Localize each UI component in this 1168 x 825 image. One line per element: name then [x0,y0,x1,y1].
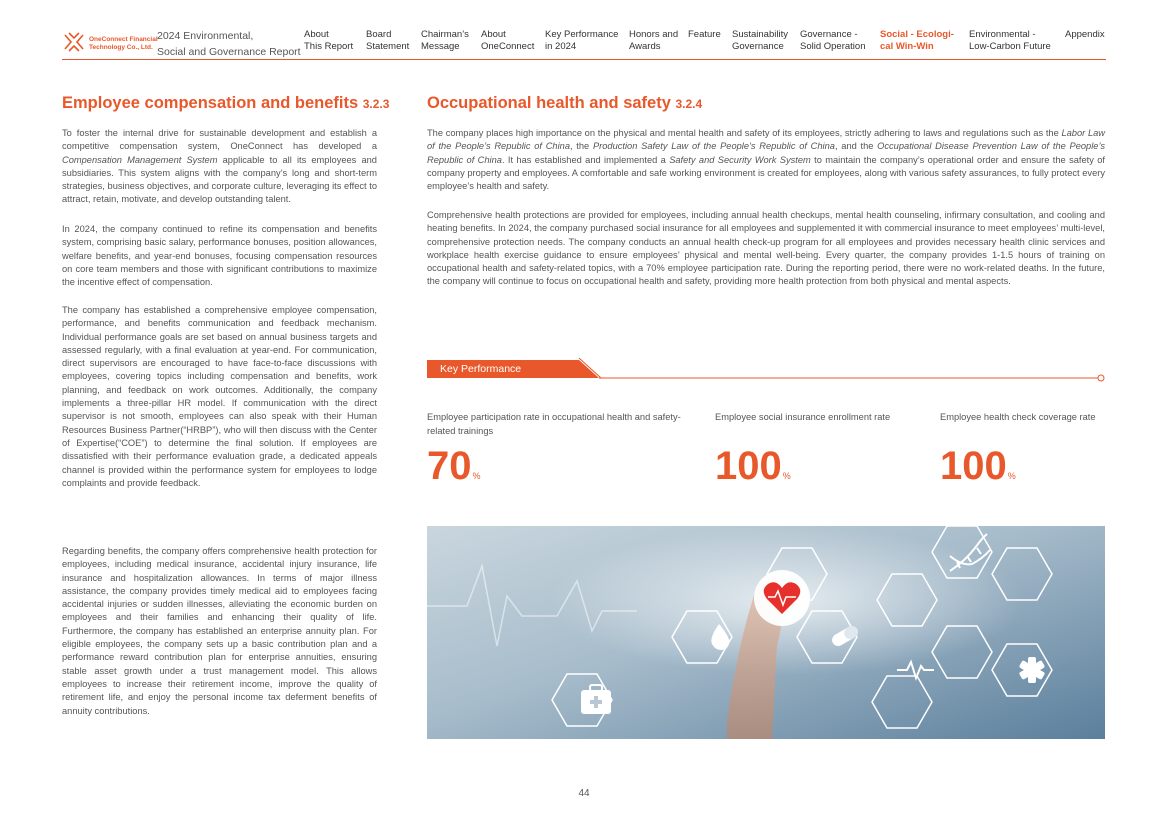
nav-appendix[interactable] [1065,29,1105,41]
nav-line1: Chairman’s [421,29,469,40]
nav-line2: Message [421,41,460,52]
logo-text-line2: Technology Co., Ltd. [89,44,153,51]
text-span: applicable to all its employees and subsidiaries. This system aligns with the company’s long and short-term strategies, business objectives, and corporate culture, leveraging its effect to attract, retain, motivate, and develop outstanding talent. [62,154,377,205]
nav-environmental[interactable] [969,29,1051,53]
law-title: Production Safety Law of the People’s Republic of China [592,141,835,152]
page-number: 44 [578,788,590,799]
nav-line1: About [304,29,329,40]
nav-line2: Low-Carbon Future [969,41,1051,52]
nav-line2: Governance [732,41,784,52]
health-safety-section-number: 3.2.4 [675,97,703,111]
text-span: . It has established and implemented a [501,154,670,165]
nav-line1: Appendix [1065,29,1105,40]
nav-governance[interactable] [800,29,865,53]
health-safety-heading-text: Occupational health and safety [427,94,671,112]
nav-key-performance[interactable] [545,29,618,53]
nav-line1: Social - Ecologi- [880,29,954,40]
nav-line1: Board [366,29,392,40]
law-title: Labor Law of the People’s Republic of China [427,128,1106,152]
compensation-paragraph-2: In 2024, the company continued to refine its compensation and benefits system, comprising basic salary, performance bonuses, position allowances, welfare benefits, and year-end bonuses, focusing compensation resources on core team members and those with significant contributions to maximize the incentive effect of compensation. [62,224,377,288]
nav-honors-awards[interactable] [629,29,678,53]
logo-text-line1: OneConnect Financial [89,36,158,43]
text-span: , and the [834,141,878,152]
text-span: to maintain the company’s operational order and ensure the safety of company property and employees. A comfortable and safe working environment is created for employees, along with various safety assurances, to fully protect every employee’s health and safety. [427,154,1105,192]
compensation-heading-text: Employee compensation and benefits [62,94,359,112]
metric-social-insurance-value [715,446,791,496]
nav-line1: Sustainability [732,29,788,40]
key-performance-bar [427,358,1107,382]
nav-board-statement[interactable] [366,29,409,53]
logo-mark-icon [62,31,86,53]
heart-icon [754,570,810,626]
nav-line2: Statement [366,41,410,52]
compensation-heading [62,94,389,113]
nav-line1: Governance - [800,29,858,40]
metric-social-insurance-label: Employee social insurance enrollment rate [715,412,891,422]
metric-number: 100 [715,444,782,488]
text-span: , the [570,141,593,152]
compensation-paragraph-4: Regarding benefits, the company offers comprehensive health protection for employees, including medical insurance, accidental injury insurance, life insurance and hospitalization allowances. In terms of major illness assistance, the company provides timely medical aid to employees facing accidental injuries or sudden illnesses, alleviating the economic burden on employees and their families and enhancing their quality of life. Furthermore, the company has established an enterprise annuity plan. For eligible employees, the company sets up a basic contribution plan and a performance reward contribution plan for enterprise annuities, ensuring stable asset growth under a trust management model. This allows employees to increase their retirement income, improve the quality of retirement life, and enjoy the personal income tax deferment benefits of annuity contributions. [62,546,377,716]
compensation-paragraph-3: The company has established a comprehensive employee compensation, performance, and benefits communication and feedback mechanism. Individual performance goals are set based on annual business targets and assessed regularly, with a final evaluation at year-end. For communication, direct supervisors are encouraged to have face-to-face discussions with employees, covering topics including compensation and benefits, work planning, and feedback on work outcomes. Additionally, the company implements a three-pillar HR model. If communication with the direct supervisor is not smooth, employees can also speak with their Human Resources Business Partner(“HRBP”), who will then discuss with the Center of Expertise(“COE”) to determine the final solution. If employees are dissatisfied with their performance evaluation grade, a dedicated appeals channel is provided within the performance system for employees to lodge complaints and provide feedback. [62,305,377,488]
logo-text [89,36,158,52]
document-title: Safety and Security Work System [669,154,811,165]
metric-health-check-value [940,446,1016,496]
metric-unit: % [472,471,481,481]
page-header [62,26,1106,60]
metric-training-participation-value [427,446,481,496]
law-title: Occupational Disease Prevention Law of the People’s Republic of China [427,141,1105,165]
nav-line2: This Report [304,41,354,52]
health-safety-heading [427,94,702,113]
nav-line1: Environmental - [969,29,1036,40]
nav-line1: Feature [688,29,721,40]
health-safety-paragraph-1 [427,127,1105,193]
health-safety-paragraph-2: Comprehensive health protections are provided for employees, including annual health checkups, mental health counseling, infirmary consultation, and cooling and heating benefits. In 2024, the company purchased social insurance for all employees and supplemented it with commercial insurance to meet employees’ multi-level, comprehensive protection needs. The company conducts an annual health check-up program for all employees and provides necessary health clinic services and workplace health exercise guidance to ensure employees’ physical and mental well-being. Every quarter, the company provides 1-1.5 hours of training on occupational health and safety-related topics, with a 70% employee participation rate. During the reporting period, there were no work-related deaths. In the future, the company will continue to focus on occupational health and safety, providing more health protection from both physical and mental aspects. [427,210,1105,287]
report-title [157,28,301,60]
nav-line2: Awards [629,41,661,52]
nav-chairmans-message[interactable] [421,29,469,53]
compensation-section-number: 3.2.3 [362,97,390,111]
nav-about-oneconnect[interactable] [481,29,534,53]
metric-unit: % [1007,471,1016,481]
metric-number: 70 [427,444,472,488]
nav-line2: OneConnect [481,41,535,52]
nav-line2: Solid Operation [800,41,866,52]
nav-sustainability-governance[interactable] [732,29,788,53]
nav-line2: in 2024 [545,41,577,52]
nav-line1: Key Performance [545,29,619,40]
text-span: To foster the internal drive for sustainable development and establish a competitive compensation system, OneConnect has developed a [62,128,377,152]
nav-social[interactable] [880,29,954,53]
report-title-line2: Social and Governance Report [157,46,301,58]
nav-line1: About [481,29,506,40]
metric-number: 100 [940,444,1007,488]
text-span: The company places high importance on the physical and mental health and safety of its employees, strictly adhering to laws and regulations such as the [427,128,1062,138]
metric-health-check-label: Employee health check coverage rate [940,412,1096,422]
metric-unit: % [782,471,791,481]
health-illustration [427,526,1105,739]
nav-feature[interactable] [688,29,721,41]
document-title: Compensation Management System [62,154,218,165]
key-performance-label: Key Performance [440,363,522,375]
nav-line2: cal Win-Win [880,41,934,52]
report-title-line1: 2024 Environmental, [157,30,254,42]
metric-training-participation-label: Employee participation rate in occupational health and safety-related trainings [427,412,681,436]
nav-about-this-report[interactable] [304,29,353,53]
key-performance-banner-shape [427,358,1107,382]
nav-line1: Honors and [629,29,679,40]
company-logo [62,31,158,57]
health-illustration-svg [427,526,1105,739]
compensation-paragraph-1 [62,127,377,207]
